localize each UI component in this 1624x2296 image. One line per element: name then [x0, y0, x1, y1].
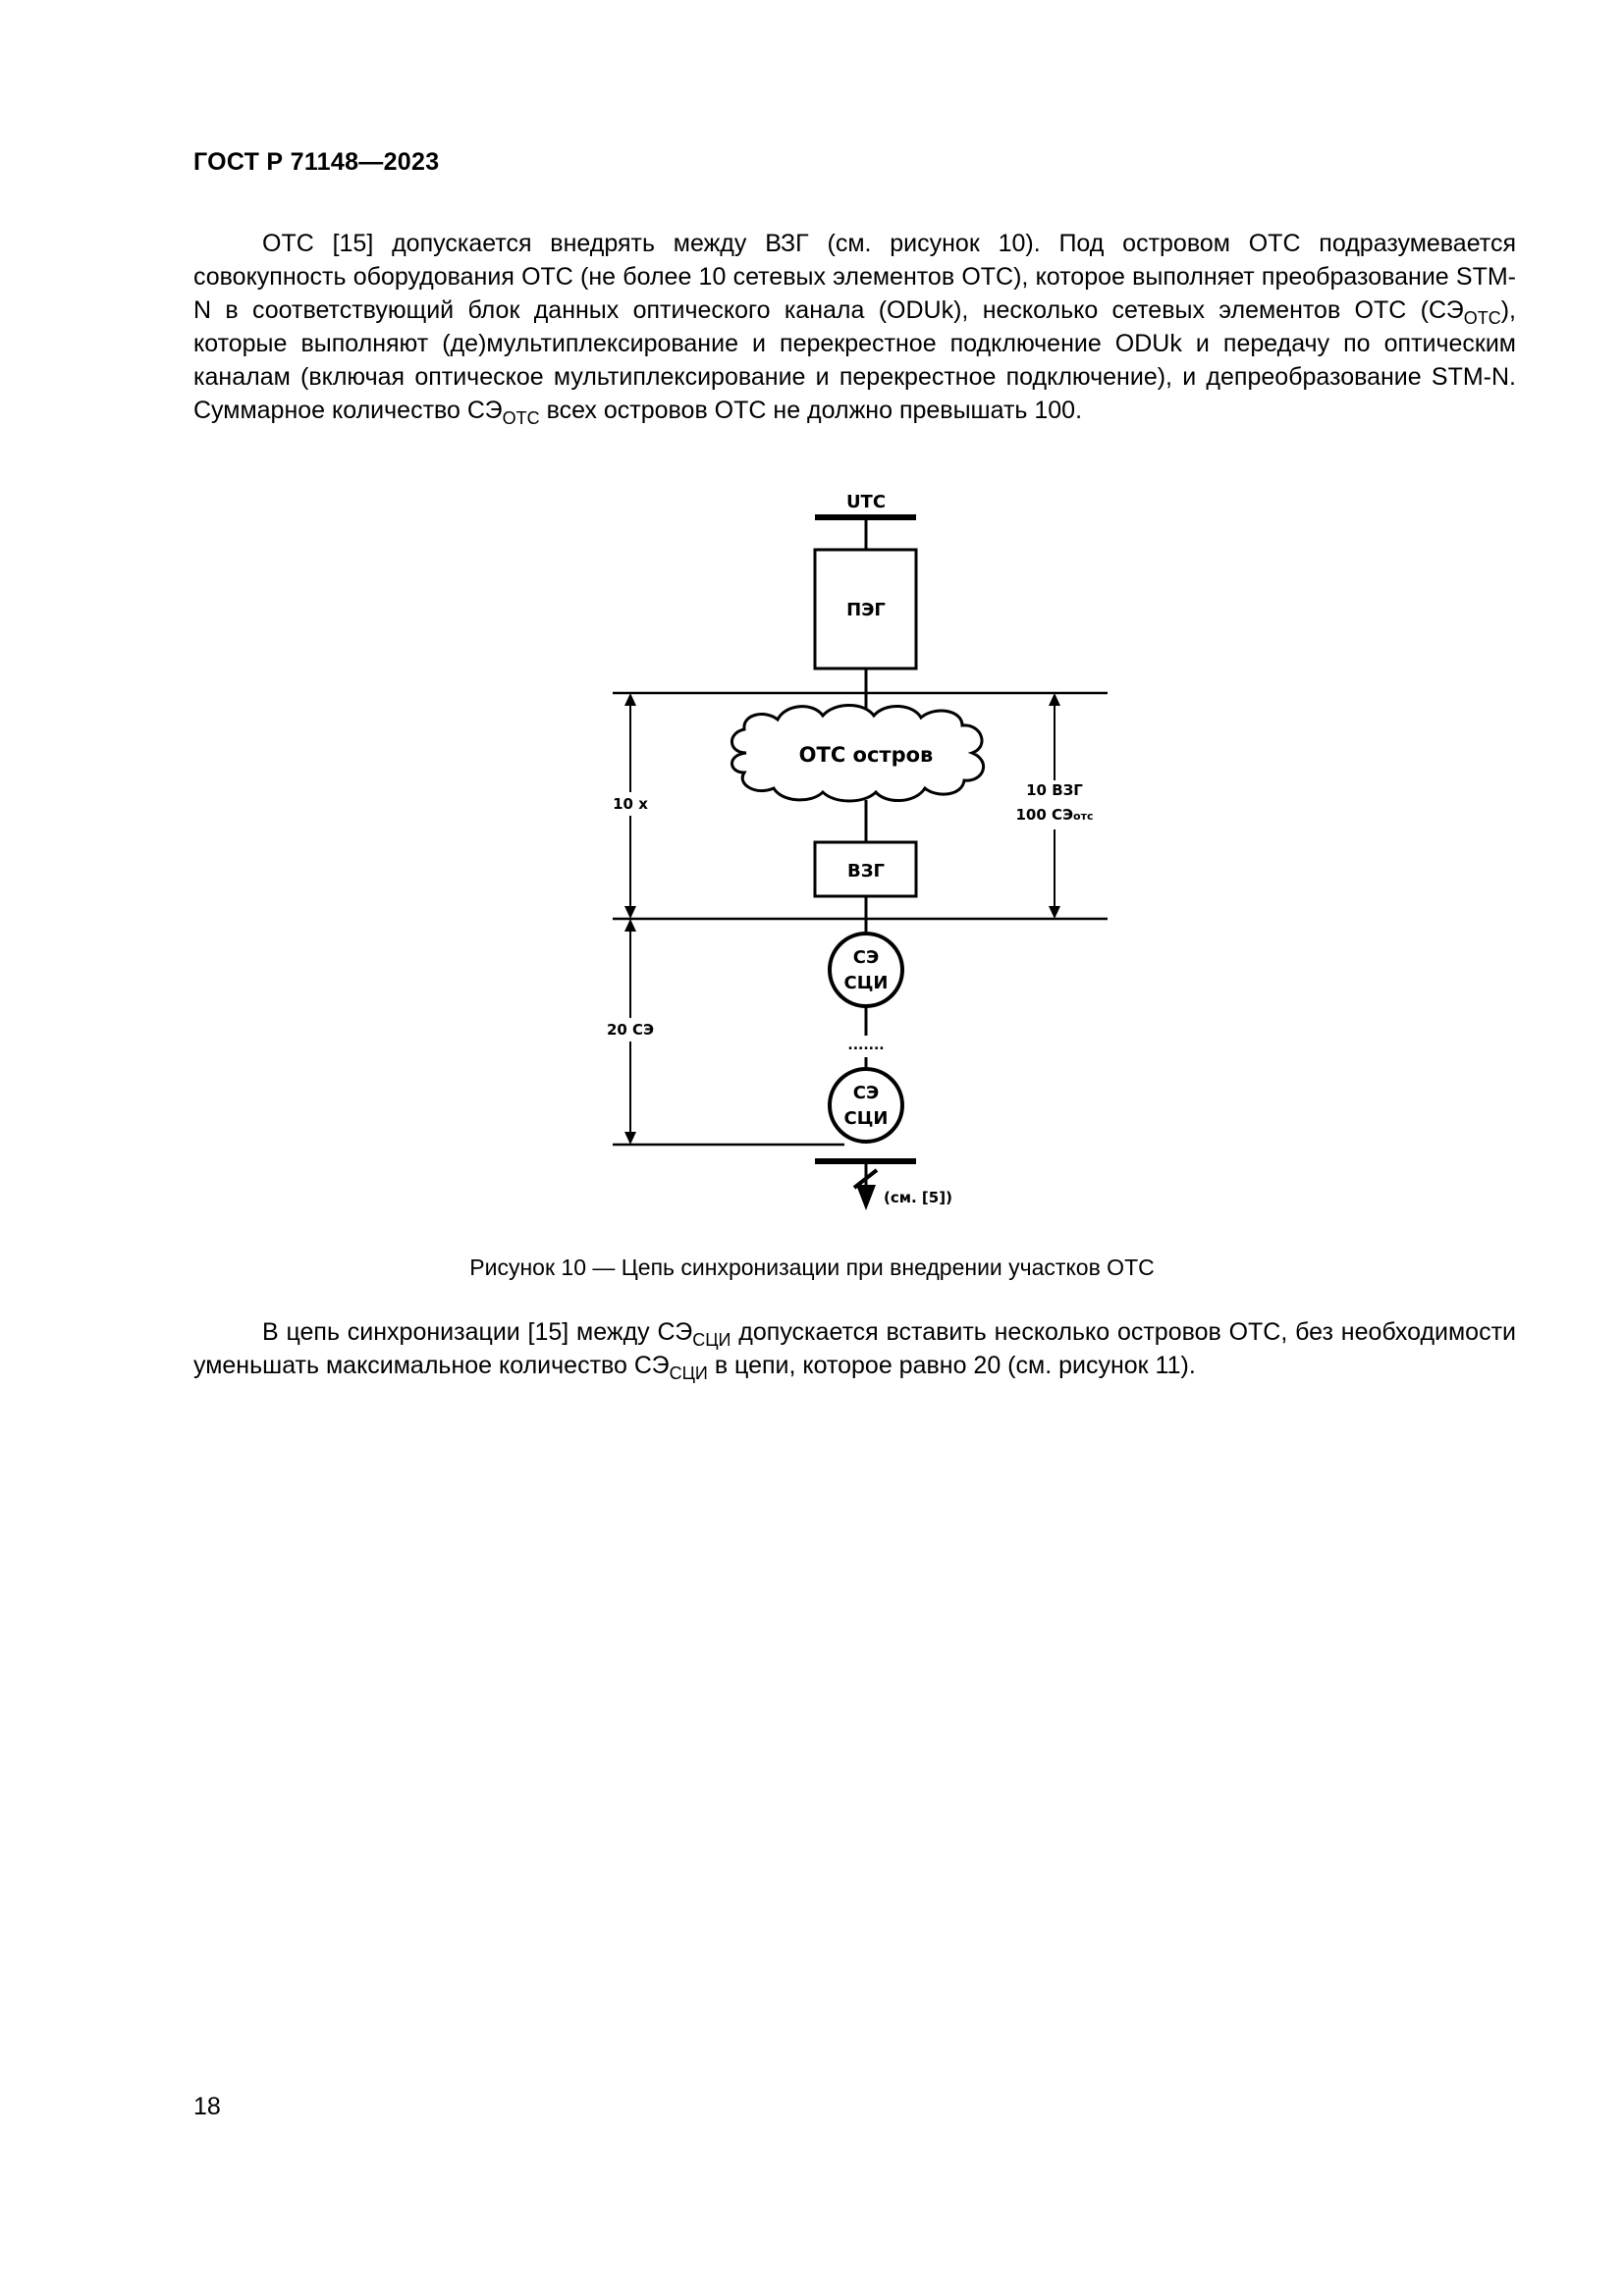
paragraph-1-text-c: всех островов ОТС не должно превышать 100. [539, 397, 1083, 424]
paragraph-2-text-a: В цепь синхронизации [15] между СЭ [262, 1318, 693, 1346]
dim-left-bottom-arrow-up [624, 919, 636, 932]
ref-label: (см. [5]) [884, 1189, 952, 1206]
sdh-node-1-line2: СЦИ [843, 973, 889, 993]
paragraph-1-sub-a: ОТС [1463, 307, 1501, 328]
dim-left-top-arrow-up [624, 693, 636, 706]
sdh-node-2-line2: СЦИ [843, 1108, 889, 1129]
sync-chain-diagram [589, 476, 1119, 1242]
dim-right-arrow-down [1049, 906, 1060, 919]
chain-dots: ....... [847, 1038, 885, 1053]
cloud-label: ОТС остров [798, 743, 934, 767]
paragraph-1 [193, 227, 1516, 427]
paragraph-2-text-c: в цепи, которое равно 20 (см. рисунок 11). [707, 1352, 1196, 1379]
paragraph-2-text-b: допускается вставить несколько островов ОТС, без необходимости уменьшать максимальное количество СЭ [193, 1318, 1517, 1379]
left-bottom-label: 20 СЭ [606, 1021, 655, 1039]
document-header: ГОСТ Р 71148—2023 [193, 148, 440, 176]
dim-left-bottom-arrow-down [624, 1132, 636, 1145]
paragraph-2-sub-b: СЦИ [669, 1362, 708, 1383]
figure-caption: Рисунок 10 — Цепь синхронизации при внедрении участков ОТС [469, 1255, 1155, 1280]
paragraph-1-text-b: ), которые выполняют (де)мультиплексирование и перекрестное подключение ODUk и передачу по оптическим каналам (включая оптическое мультиплексирование и перекрестное подключение), и депреобразование STM-N. Суммарное количество СЭ [193, 296, 1516, 424]
paragraph-1-text-a: ОТС [15] допускается внедрять между ВЗГ (см. рисунок 10). Под островом ОТС подразумевается совокупность оборудования ОТС (не более 10 сетевых элементов ОТС), которое выполняет преобразование STM-N в соответствующий блок данных оптического канала (ODUk), несколько сетевых элементов ОТС (СЭ [193, 230, 1516, 324]
dim-right-arrow-up [1049, 693, 1060, 706]
output-arrow-head [856, 1185, 876, 1210]
paragraph-1-sub-b: ОТС [502, 407, 540, 428]
sdh-node-1 [830, 934, 902, 1006]
page-number: 18 [193, 2093, 221, 2120]
dim-left-top-arrow-down [624, 906, 636, 919]
left-top-label: 10 x [613, 795, 648, 813]
utc-label: UTC [845, 492, 887, 512]
vzg-label: ВЗГ [847, 861, 885, 881]
sdh-node-1-line1: СЭ [852, 947, 880, 968]
peg-label: ПЭГ [846, 600, 886, 620]
right-label-sub: отс [1073, 810, 1094, 823]
sdh-node-2-line1: СЭ [852, 1083, 880, 1103]
sdh-node-2 [830, 1069, 902, 1142]
right-label-line2: 100 СЭотс [1015, 806, 1094, 824]
paragraph-2 [193, 1315, 1516, 1382]
paragraph-2-sub-a: СЦИ [692, 1329, 731, 1350]
right-label-line1: 10 ВЗГ [1026, 781, 1083, 799]
